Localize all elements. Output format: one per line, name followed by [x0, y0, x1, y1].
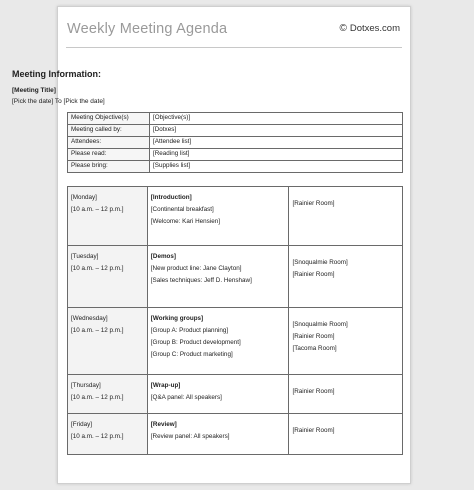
agenda-table — [67, 186, 403, 455]
info-label: Meeting called by: — [68, 125, 150, 137]
topic-heading: [Introduction] — [150, 194, 192, 201]
topic-item: [Group A: Product planning] — [150, 327, 229, 334]
room-label: [Snoqualmie Room] — [292, 321, 348, 328]
day-cell[interactable] — [68, 375, 148, 414]
topic-cell[interactable] — [147, 308, 289, 375]
room-label: [Snoqualmie Room] — [292, 259, 348, 266]
room-cell[interactable] — [289, 187, 403, 246]
room-cell[interactable] — [289, 308, 403, 375]
info-row — [68, 161, 403, 173]
time-label: [10 a.m. – 12 p.m.] — [71, 433, 124, 440]
time-label: [10 a.m. – 12 p.m.] — [71, 394, 124, 401]
room-label: [Rainier Room] — [292, 388, 335, 395]
agenda-row-monday — [68, 187, 403, 246]
brand-watermark — [339, 23, 400, 34]
day-label: [Wednesday] — [71, 315, 108, 322]
copyright-symbol: © — [339, 23, 347, 34]
title-divider — [66, 47, 402, 48]
info-value[interactable]: [Dotxes] — [150, 125, 403, 137]
time-label: [10 a.m. – 12 p.m.] — [71, 206, 124, 213]
room-label: [Rainier Room] — [292, 271, 335, 278]
topic-item: [Group B: Product development] — [150, 339, 241, 346]
topic-item: [Welcome: Kari Hensien] — [150, 218, 220, 225]
topic-cell[interactable] — [147, 414, 289, 455]
topic-item: [Sales techniques: Jeff D. Henshaw] — [150, 277, 252, 284]
room-label: [Rainier Room] — [292, 427, 335, 434]
info-label: Please bring: — [68, 161, 150, 173]
topic-item: [Q&A panel: All speakers] — [150, 394, 222, 401]
time-label: [10 a.m. – 12 p.m.] — [71, 327, 124, 334]
day-label: [Thursday] — [71, 382, 101, 389]
agenda-row-wednesday — [68, 308, 403, 375]
room-cell[interactable] — [289, 414, 403, 455]
topic-item: [Review panel: All speakers] — [150, 433, 230, 440]
meeting-date-range[interactable]: [Pick the date] To [Pick the date] — [12, 98, 105, 105]
page-title: Weekly Meeting Agenda — [67, 21, 228, 37]
topic-cell[interactable] — [147, 375, 289, 414]
topic-cell[interactable] — [147, 246, 289, 308]
day-cell[interactable] — [68, 308, 148, 375]
room-label: [Rainier Room] — [292, 200, 335, 207]
info-row — [68, 113, 403, 125]
info-label: Attendees: — [68, 137, 150, 149]
topic-heading: [Review] — [150, 421, 177, 428]
topic-item: [New product line: Jane Clayton] — [150, 265, 242, 272]
time-label: [10 a.m. – 12 p.m.] — [71, 265, 124, 272]
room-label: [Tacoma Room] — [292, 345, 337, 352]
topic-heading: [Demos] — [150, 253, 176, 260]
day-label: [Tuesday] — [71, 253, 99, 260]
info-label: Please read: — [68, 149, 150, 161]
day-label: [Friday] — [71, 421, 92, 428]
day-cell[interactable] — [68, 246, 148, 308]
info-value[interactable]: [Reading list] — [150, 149, 403, 161]
meeting-title-field[interactable]: [Meeting Title] — [12, 87, 56, 94]
info-value[interactable]: [Attendee list] — [150, 137, 403, 149]
info-value[interactable]: [Objective(s)] — [150, 113, 403, 125]
info-row — [68, 149, 403, 161]
day-cell[interactable] — [68, 187, 148, 246]
topic-item: [Group C: Product marketing] — [150, 351, 233, 358]
agenda-row-tuesday — [68, 246, 403, 308]
info-row — [68, 137, 403, 149]
room-cell[interactable] — [289, 246, 403, 308]
info-row — [68, 125, 403, 137]
room-label: [Rainier Room] — [292, 333, 335, 340]
room-cell[interactable] — [289, 375, 403, 414]
topic-heading: [Wrap-up] — [150, 382, 181, 389]
meeting-info-heading: Meeting Information: — [12, 69, 101, 79]
info-value[interactable]: [Supplies list] — [150, 161, 403, 173]
topic-item: [Continental breakfast] — [150, 206, 214, 213]
topic-cell[interactable] — [147, 187, 289, 246]
brand-name: Dotxes.com — [349, 23, 400, 34]
day-label: [Monday] — [71, 194, 97, 201]
meeting-info-table — [67, 112, 403, 173]
agenda-row-friday — [68, 414, 403, 455]
day-cell[interactable] — [68, 414, 148, 455]
topic-heading: [Working groups] — [150, 315, 204, 322]
agenda-row-thursday — [68, 375, 403, 414]
info-label: Meeting Objective(s) — [68, 113, 150, 125]
